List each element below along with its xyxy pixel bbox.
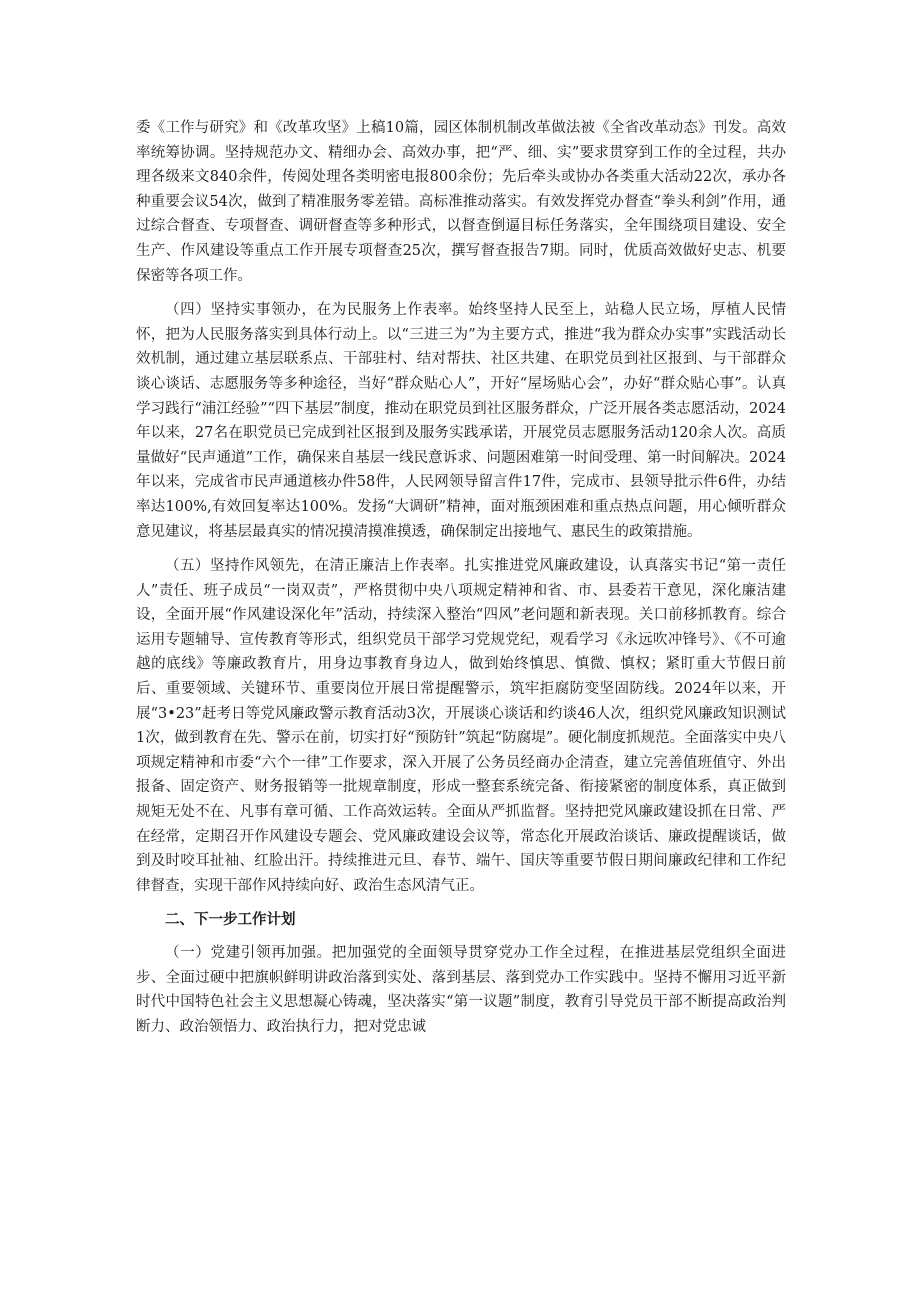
paragraph-section-4: （四）坚持实事领办，在为民服务上作表率。始终坚持人民至上，站稳人民立场，厚植人民情怀，把为人民服务落实到具体行动上。以“三进三为”为主要方式，推进“我为群众办实事”实践活动长效机制，通过建立基层联系点、干部驻村、结对帮扶、社区共建、在职党员到社区报到、与干部群众谈心谈话、志愿服务等多种途径，当好“群众贴心人”，开好“屋场贴心会”，办好“群众贴心事”。认真学习践行“浦江经验”“四下基层”制度，推动在职党员到社区服务群众，广泛开展各类志愿活动，2024年以来，27名在职党员已完成到社区报到及服务实践承诺，开展党员志愿服务活动120余人次。高质量做好“民声通道”工作，确保来自基层一线民意诉求、问题困难第一时间受理、第一时间解决。2024年以来，完成省市民声通道核办件58件，人民网领导留言件17件，完成市、县领导批示件6件，办结率达100%,有效回复率达100%。发扬“大调研”精神，面对瓶颈困难和重点热点问题，用心倾听群众意见建议，将基层最真实的情况摸清摸准摸透，确保制定出接地气、惠民生的政策措施。 [136, 302, 786, 540]
document-page [136, 116, 786, 1049]
paragraph-plan-1: （一）党建引领再加强。把加强党的全面领导贯穿党办工作全过程，在推进基层党组织全面进步、全面过硬中把旗帜鲜明讲政治落到实处、落到基层、落到党办工作实践中。坚持不懈用习近平新时代中国特色社会主义思想凝心铸魂，坚决落实“第一议题”制度，教育引导党员干部不断提高政治判断力、政治领悟力、政治执行力，把对党忠诚 [136, 945, 786, 1035]
section-heading: 二、下一步工作计划 [165, 912, 296, 929]
paragraph-section-5: （五）坚持作风领先，在清正廉洁上作表率。扎实推进党风廉政建设，认真落实书记“第一责任人”责任、班子成员“一岗双责”，严格贯彻中央八项规定精神和省、市、县委若干意见，深化廉洁建设，全面开展“作风建设深化年”活动，持续深入整治“四风”老问题和新表现。关口前移抓教育。综合运用专题辅导、宣传教育等形式，组织党员干部学习党规党纪，观看学习《永远吹冲锋号》、《不可逾越的底线》等廉政教育片，用身边事教育身边人，做到始终慎思、慎微、慎权；紧盯重大节假日前后、重要领域、关键环节、重要岗位开展日常提醒警示，筑牢拒腐防变坚固防线。2024年以来，开展“3•23”赶考日等党风廉政警示教育活动3次，开展谈心谈话和约谈46人次，组织党风廉政知识测试1次，做到教育在先、警示在前，切实打好“预防针”筑起“防腐堤”。硬化制度抓规范。全面落实中央八项规定精神和市委“六个一律”工作要求，深入开展了公务员经商办企清查，建立完善值班值守、外出报备、固定资产、财务报销等一批规章制度，形成一整套系统完备、衔接紧密的制度体系，真正做到规矩无处不在、凡事有章可循、工作高效运转。全面从严抓监督。坚持把党风廉政建设抓在日常、严在经常，定期召开作风建设专题会、党风廉政建设会议等，常态化开展政治谈话、廉政提醒谈话，做到及时咬耳扯袖、红脸出汗。持续推进元旦、春节、端午、国庆等重要节假日期间廉政纪律和工作纪律督查，实现干部作风持续向好、政治生态风清气正。 [136, 558, 786, 894]
paragraph-continuation: 委《工作与研究》和《改革攻坚》上稿10篇，园区体制机制改革做法被《全省改革动态》刊发。高效率统筹协调。坚持规范办文、精细办会、高效办事，把“严、细、实”要求贯穿到工作的全过程，共办理各级来文840余件，传阅处理各类明密电报800余份；先后牵头或协办各类重大活动22次，承办各种重要会议54次，做到了精准服务零差错。高标准推动落实。有效发挥党办督查“拳头利剑”作用，通过综合督查、专项督查、调研督查等多种形式，以督查倒逼目标任务落实，全年围绕项目建设、安全生产、作风建设等重点工作开展专项督查25次，撰写督查报告7期。同时，优质高效做好史志、机要保密等各项工作。 [136, 120, 786, 284]
